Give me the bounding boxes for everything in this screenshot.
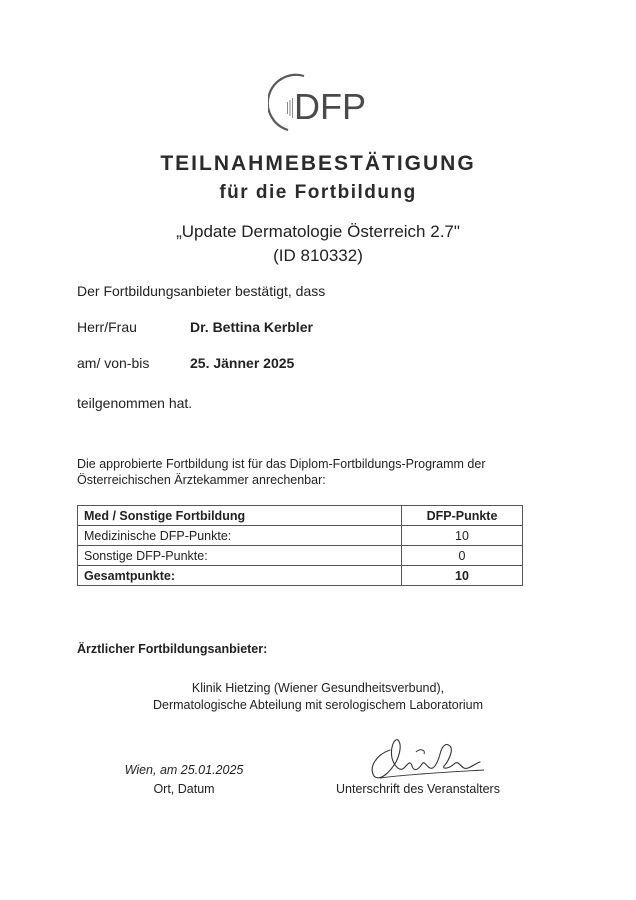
table-total-value: 10 [402, 566, 523, 586]
date-value: 25. Jänner 2025 [190, 355, 295, 371]
table-row-label: Sonstige DFP-Punkte: [78, 546, 402, 566]
approval-text-line1: Die approbierte Fortbildung ist für das Diplom-Fortbildungs-Programm der [77, 457, 486, 471]
page-title: TEILNAHMEBESTÄTIGUNG [160, 152, 476, 175]
participant-name: Dr. Bettina Kerbler [190, 319, 313, 335]
approval-text [77, 456, 486, 488]
dfp-points-table [77, 505, 523, 586]
table-row-value: 10 [402, 526, 523, 546]
table-row [78, 546, 523, 566]
confirmation-intro: Der Fortbildungsanbieter bestätigt, dass [77, 283, 326, 299]
table-total-label: Gesamtpunkte: [78, 566, 402, 586]
table-row [78, 526, 523, 546]
signature-label: Unterschrift des Veranstalters [336, 782, 500, 796]
table-total-row [78, 566, 523, 586]
place-date-label: Ort, Datum [153, 782, 215, 796]
table-header-row [78, 506, 523, 526]
dfp-logo-text: DFP [294, 86, 366, 127]
table-header-value: DFP-Punkte [402, 506, 523, 526]
participant-label: Herr/Frau [77, 319, 137, 335]
date-label: am/ von-bis [77, 355, 150, 371]
course-name: „Update Dermatologie Österreich 2.7" [176, 222, 460, 241]
approval-text-line2: Österreichischen Ärztekammer anrechenbar: [77, 473, 326, 487]
dfp-logo [268, 70, 366, 134]
course-id: (ID 810332) [273, 246, 363, 265]
participated-text: teilgenommen hat. [77, 395, 193, 411]
table-row-label: Medizinische DFP-Punkte: [78, 526, 402, 546]
provider-heading: Ärztlicher Fortbildungsanbieter: [77, 642, 268, 656]
place-date-value: Wien, am 25.01.2025 [124, 763, 244, 777]
course-block [0, 220, 636, 268]
provider-line2: Dermatologische Abteilung mit serologischem Laboratorium [152, 698, 484, 712]
provider-line1: Klinik Hietzing (Wiener Gesundheitsverbund), [191, 681, 445, 695]
page-subtitle: für die Fortbildung [219, 182, 417, 203]
handwritten-signature [360, 732, 490, 784]
table-row-value: 0 [402, 546, 523, 566]
table-header-label: Med / Sonstige Fortbildung [78, 506, 402, 526]
